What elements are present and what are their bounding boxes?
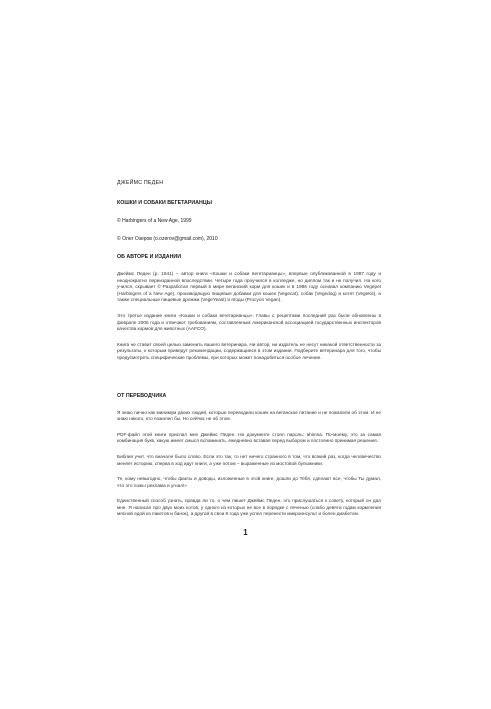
about-paragraph-2: Это третье издание книги «Кошки и собаки вегетарианцы». Главы с рецептами последний раз были обновлены в феврале 2006 года и отвечают требованиям, составленным Американской ассоциацией государственных инспекторов качества кормов для животных (AAFCO). <box>117 312 381 332</box>
section-spacer <box>117 371 381 385</box>
translator-paragraph-1: Я знаю лично как минимум двоих людей, которые переводили кошек на веганское питание и не пожалели об этом. И не знаю никого, кто пожалел бы. Но сейчас не об этом. <box>117 409 381 422</box>
page-number: 1 <box>243 528 248 537</box>
copyright-translator: © Олег Озеров (o.ozerov@gmail.com), 2010 <box>117 236 218 242</box>
translator-paragraph-5: Единственный способ узнать, правда ли то, о чем пишет Джеймс Педен, это прислушаться к совету, который он дал мне. Я написал про двух моих котов, у одного из которых не все в порядке с печенью (слабо девяти годам кормления мясной едой из пакетов и банок), а другой в свои 9 года уже успел перенести микроинсульт и болен диабетом. <box>117 498 381 517</box>
section-heading-translator: ОТ ПЕРЕВОДЧИКА <box>117 392 167 399</box>
translator-paragraph-3: Библия учит, что вначале было слово. Если это так, то нет ничего странного в том, что всякий раз, когда человечество меняет историю, сперва в ход идут книги, а уже потом – выраженные из мостовой булыжники. <box>117 453 381 466</box>
about-paragraph-3: Книга не ставит своей целью заменить вашего ветеринара. Ни автор, ни издатель не несут никакой ответственности за результаты, к которым приведут рекомендации, содержащиеся в этом издании. Подберите ветеринара для того, чтобы предусмотреть специфические проблемы, при которых может понадобиться особое лечение. <box>117 341 381 360</box>
book-title: КОШКИ И СОБАКИ ВЕГЕТАРИАНЦЫ <box>117 200 212 206</box>
author-name: ДЖЕЙМС ПЕДЕН <box>117 180 164 186</box>
section-heading-about: ОБ АВТОРЕ И ИЗДАНИИ <box>117 254 182 260</box>
copyright-publisher: © Harbingers of a New Age, 1999 <box>117 218 192 224</box>
translator-paragraph-4: Те, кому невыгодно, чтобы факты и доводы, изложенные в этой книге, дошли до Тебя, сделают все, чтобы Ты думал, что это ложь! реклама и угнал!» <box>117 476 381 488</box>
about-paragraph-1: Джеймс Педен (р. 1941) – автор книги «Кошки и собаки вегетарианцы», впервые опубликованной в 1987 году и неоднократно переизданной впоследствии. Четыре года проучился в колледже, но диплом так и не получил. На кого учился, скрывает © Разработал первый в мире веганский корм для кошек и в 1986 году основал компанию Vegepet (Harbingers of a New Age), производящую пищевые добавки для кошек (Vegecat), собак (Vegedog) и котят (VegeKit), а также специальные пищевые дрожжи (VegeYeast) и ягоды (Procyon Vegan). <box>117 271 381 303</box>
translator-paragraph-2: PDF-файл этой книги прислал мне Джеймс Педен. На документе стоял пароль: ahimsa. По-моему, это за самая комбинация букв, какую имеет смысл вспоминать, ежедневно вставая перед выбором и постоянно принимая решения. <box>117 431 381 444</box>
